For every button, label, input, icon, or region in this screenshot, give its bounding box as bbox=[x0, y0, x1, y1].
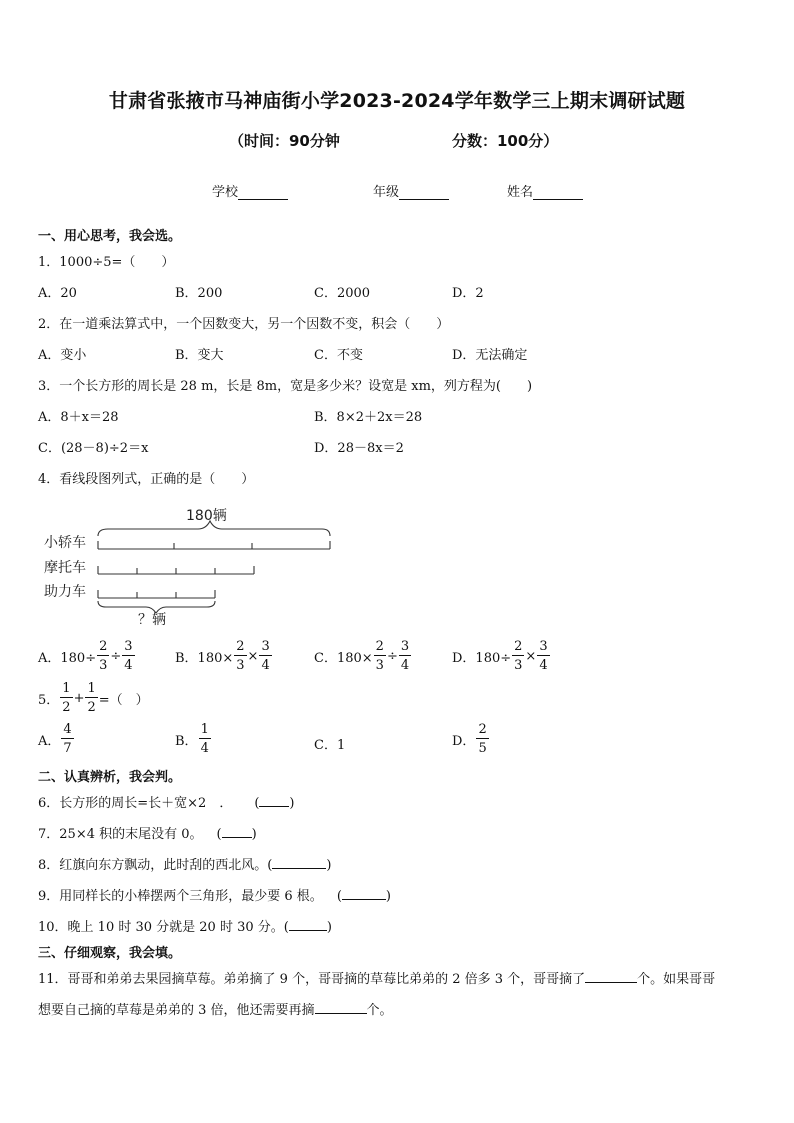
q1-option-c[interactable]: C．2000 bbox=[314, 286, 371, 301]
q2-option-c[interactable]: C．不变 bbox=[314, 348, 363, 363]
diagram-bar-car bbox=[98, 541, 330, 549]
q9-answer-blank[interactable] bbox=[342, 886, 386, 900]
q7-answer-blank[interactable] bbox=[222, 824, 252, 838]
q4-option-c[interactable]: C．180× $\frac{2}{3}$ ÷ $\frac{3}{4}$ bbox=[314, 639, 410, 673]
q2-option-b[interactable]: B．变大 bbox=[175, 348, 224, 363]
q8-answer-blank[interactable] bbox=[272, 855, 326, 869]
question-1: 1．1000÷5=（ ） bbox=[38, 255, 175, 270]
name-field[interactable]: 姓名 bbox=[507, 181, 583, 200]
q1-option-a[interactable]: A．20 bbox=[38, 286, 77, 301]
q11-answer-blank-1[interactable] bbox=[585, 969, 637, 983]
section-3-heading: 三、仔细观察，我会填。 bbox=[38, 946, 182, 961]
line-segment-diagram bbox=[38, 500, 348, 632]
q2-option-d[interactable]: D．无法确定 bbox=[452, 348, 528, 363]
q4-option-b[interactable]: B．180× $\frac{2}{3}$ × $\frac{3}{4}$ bbox=[175, 639, 270, 673]
q3-option-d[interactable]: D．28－8x＝2 bbox=[314, 441, 404, 456]
q5-option-c[interactable]: C．1 bbox=[314, 738, 346, 753]
q6-answer-blank[interactable] bbox=[259, 793, 289, 807]
q4-option-d[interactable]: D．180÷ $\frac{2}{3}$ × $\frac{3}{4}$ bbox=[452, 639, 548, 673]
q1-option-d[interactable]: D．2 bbox=[452, 286, 484, 301]
q3-option-a[interactable]: A．8＋x＝28 bbox=[38, 410, 119, 425]
time-label: （时间：90分钟 bbox=[229, 132, 340, 150]
diagram-row-moped: 助力车 bbox=[44, 584, 86, 600]
diagram-bar-motorcycle bbox=[98, 566, 254, 574]
q2-option-a[interactable]: A．变小 bbox=[38, 348, 87, 363]
question-5: 5． $\frac{1}{2}$ + $\frac{1}{2}$ =（ ） bbox=[38, 681, 149, 715]
q5-option-d[interactable]: D． $\frac{2}{5}$ bbox=[452, 722, 487, 756]
question-3: 3．一个长方形的周长是 28 m，长是 8m，宽是多少米？设宽是 xm，列方程为( ) bbox=[38, 379, 533, 394]
diagram-question-label: ？辆 bbox=[138, 612, 166, 628]
q5-option-a[interactable]: A． $\frac{4}{7}$ bbox=[38, 722, 72, 756]
page-title: 甘肃省张掖市马神庙街小学2023-2024学年数学三上期末调研试题 bbox=[108, 90, 686, 112]
diagram-row-car: 小轿车 bbox=[44, 535, 86, 551]
question-8: 8．红旗向东方飘动，此时刮的西北风。( ) bbox=[38, 854, 331, 873]
diagram-bar-moped bbox=[98, 590, 215, 598]
q10-answer-blank[interactable] bbox=[289, 917, 327, 931]
grade-field[interactable]: 年级 bbox=[373, 181, 449, 200]
question-2: 2．在一道乘法算式中，一个因数变大，另一个因数不变，积会（ ） bbox=[38, 317, 450, 332]
q5-option-b[interactable]: B． $\frac{1}{4}$ bbox=[175, 722, 209, 756]
q1-option-b[interactable]: B．200 bbox=[175, 286, 223, 301]
question-7: 7．25×4 积的末尾没有 0。 ( ) bbox=[38, 823, 257, 842]
question-11-line-2: 想要自己摘的草莓是弟弟的 3 倍，他还需要再摘 个。 bbox=[38, 999, 393, 1018]
q3-option-b[interactable]: B．8×2＋2x＝28 bbox=[314, 410, 423, 425]
question-9: 9．用同样长的小棒摆两个三角形，最少要 6 根。 ( ) bbox=[38, 885, 391, 904]
q4-option-a[interactable]: A．180÷ $\frac{2}{3}$ ÷ $\frac{3}{4}$ bbox=[38, 639, 133, 673]
diagram-row-motorcycle: 摩托车 bbox=[44, 560, 86, 576]
school-field[interactable]: 学校 bbox=[212, 181, 288, 200]
question-11-line-1: 11．哥哥和弟弟去果园摘草莓。弟弟摘了 9 个，哥哥摘的草莓比弟弟的 2 倍多 3 个，哥哥摘了 个。如果哥哥 bbox=[38, 968, 715, 987]
score-label: 分数：100分） bbox=[452, 132, 559, 150]
diagram-total-label: 180辆 bbox=[186, 508, 227, 524]
section-2-heading: 二、认真辨析，我会判。 bbox=[38, 770, 182, 785]
question-10: 10．晚上 10 时 30 分就是 20 时 30 分。( ) bbox=[38, 916, 332, 935]
question-4: 4．看线段图列式，正确的是（ ） bbox=[38, 472, 255, 487]
section-1-heading: 一、用心思考，我会选。 bbox=[38, 229, 182, 244]
q11-answer-blank-2[interactable] bbox=[315, 1000, 367, 1014]
q3-option-c[interactable]: C．(28－8)÷2＝x bbox=[38, 441, 149, 456]
question-6: 6．长方形的周长=长＋宽×2 ． ( ) bbox=[38, 792, 294, 811]
